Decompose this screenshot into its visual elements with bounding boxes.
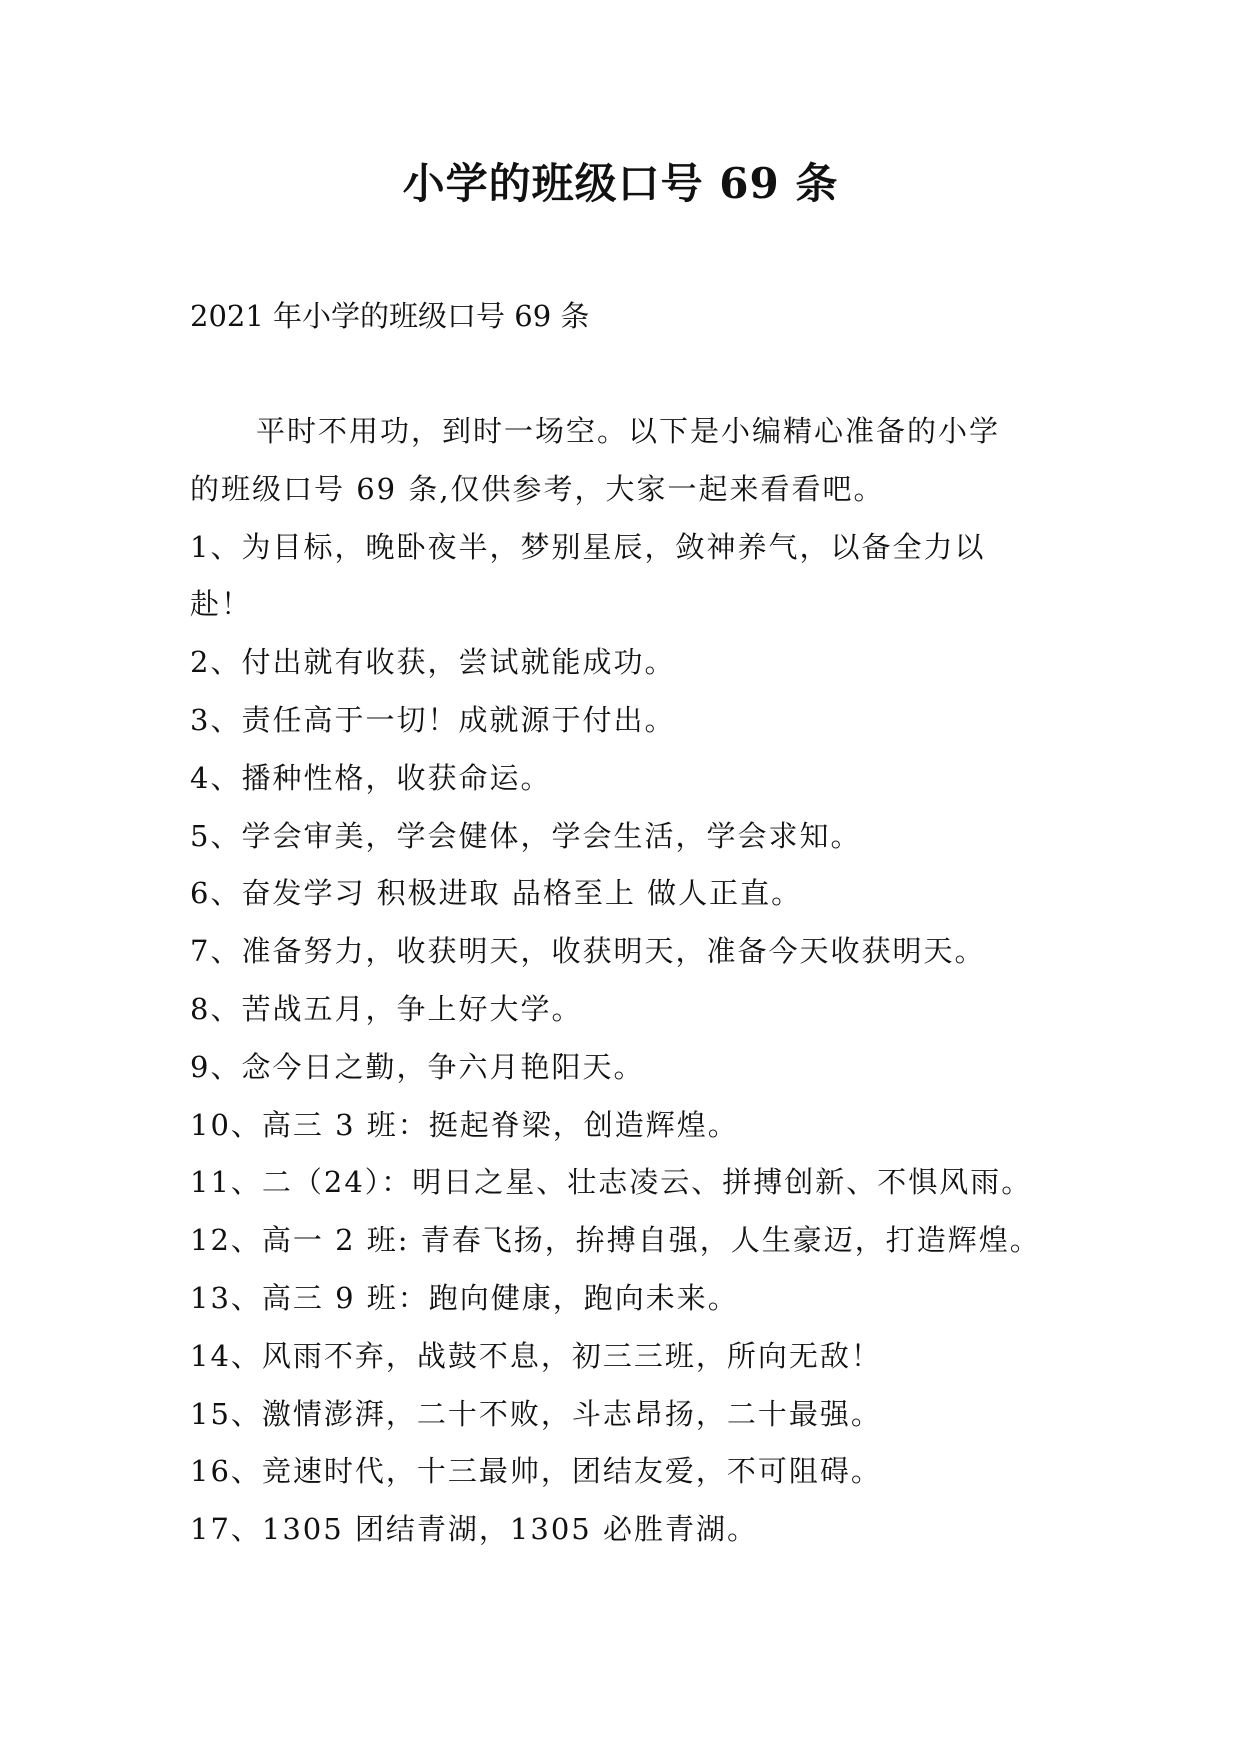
slogan-line: 6、奋发学习 积极进取 品格至上 做人正直。 (190, 876, 803, 911)
slogan-line: 17、1305 团结青湖，1305 必胜青湖。 (190, 1512, 758, 1547)
slogan-line: 16、竞速时代，十三最帅，团结友爱，不可阻碍。 (190, 1454, 882, 1489)
slogan-line: 7、准备努力，收获明天，收获明天，准备今天收获明天。 (190, 934, 986, 969)
slogan-line: 1、为目标，晚卧夜半，梦别星辰，敛神养气，以备全力以 (190, 529, 986, 564)
slogan-line: 4、播种性格，收获命运。 (190, 760, 552, 795)
slogan-line: 10、高三 3 班：挺起脊梁，创造辉煌。 (190, 1107, 739, 1142)
document-subtitle: 2021 年小学的班级口号 69 条 (190, 299, 590, 333)
slogan-line: 8、苦战五月，争上好大学。 (190, 991, 583, 1026)
slogan-line: 赴！ (190, 587, 253, 622)
slogan-line: 5、学会审美，学会健体，学会生活，学会求知。 (190, 818, 862, 853)
intro-line: 的班级口号 69 条,仅供参考，大家一起来看看吧。 (190, 471, 885, 506)
slogan-line: 11、二（24）：明日之星、壮志凌云、拼搏创新、不惧风雨。 (190, 1165, 1033, 1200)
slogan-line: 12、高一 2 班: 青春飞扬，拚搏自强，人生豪迈，打造辉煌。 (190, 1223, 1041, 1258)
document-title: 小学的班级口号 69 条 (402, 159, 839, 208)
document-body (190, 411, 1090, 1567)
slogan-line: 2、付出就有收获，尝试就能成功。 (190, 645, 676, 680)
slogan-line: 13、高三 9 班：跑向健康，跑向未来。 (190, 1280, 739, 1315)
slogan-line: 15、激情澎湃，二十不败，斗志昂扬，二十最强。 (190, 1396, 882, 1431)
slogan-line: 9、念今日之勤，争六月艳阳天。 (190, 1049, 645, 1084)
slogan-line: 3、责任高于一切！成就源于付出。 (190, 702, 676, 737)
intro-line: 平时不用功，到时一场空。以下是小编精心准备的小学 (256, 414, 1001, 448)
slogan-line: 14、风雨不弃，战鼓不息，初三三班，所向无敌！ (190, 1338, 882, 1373)
